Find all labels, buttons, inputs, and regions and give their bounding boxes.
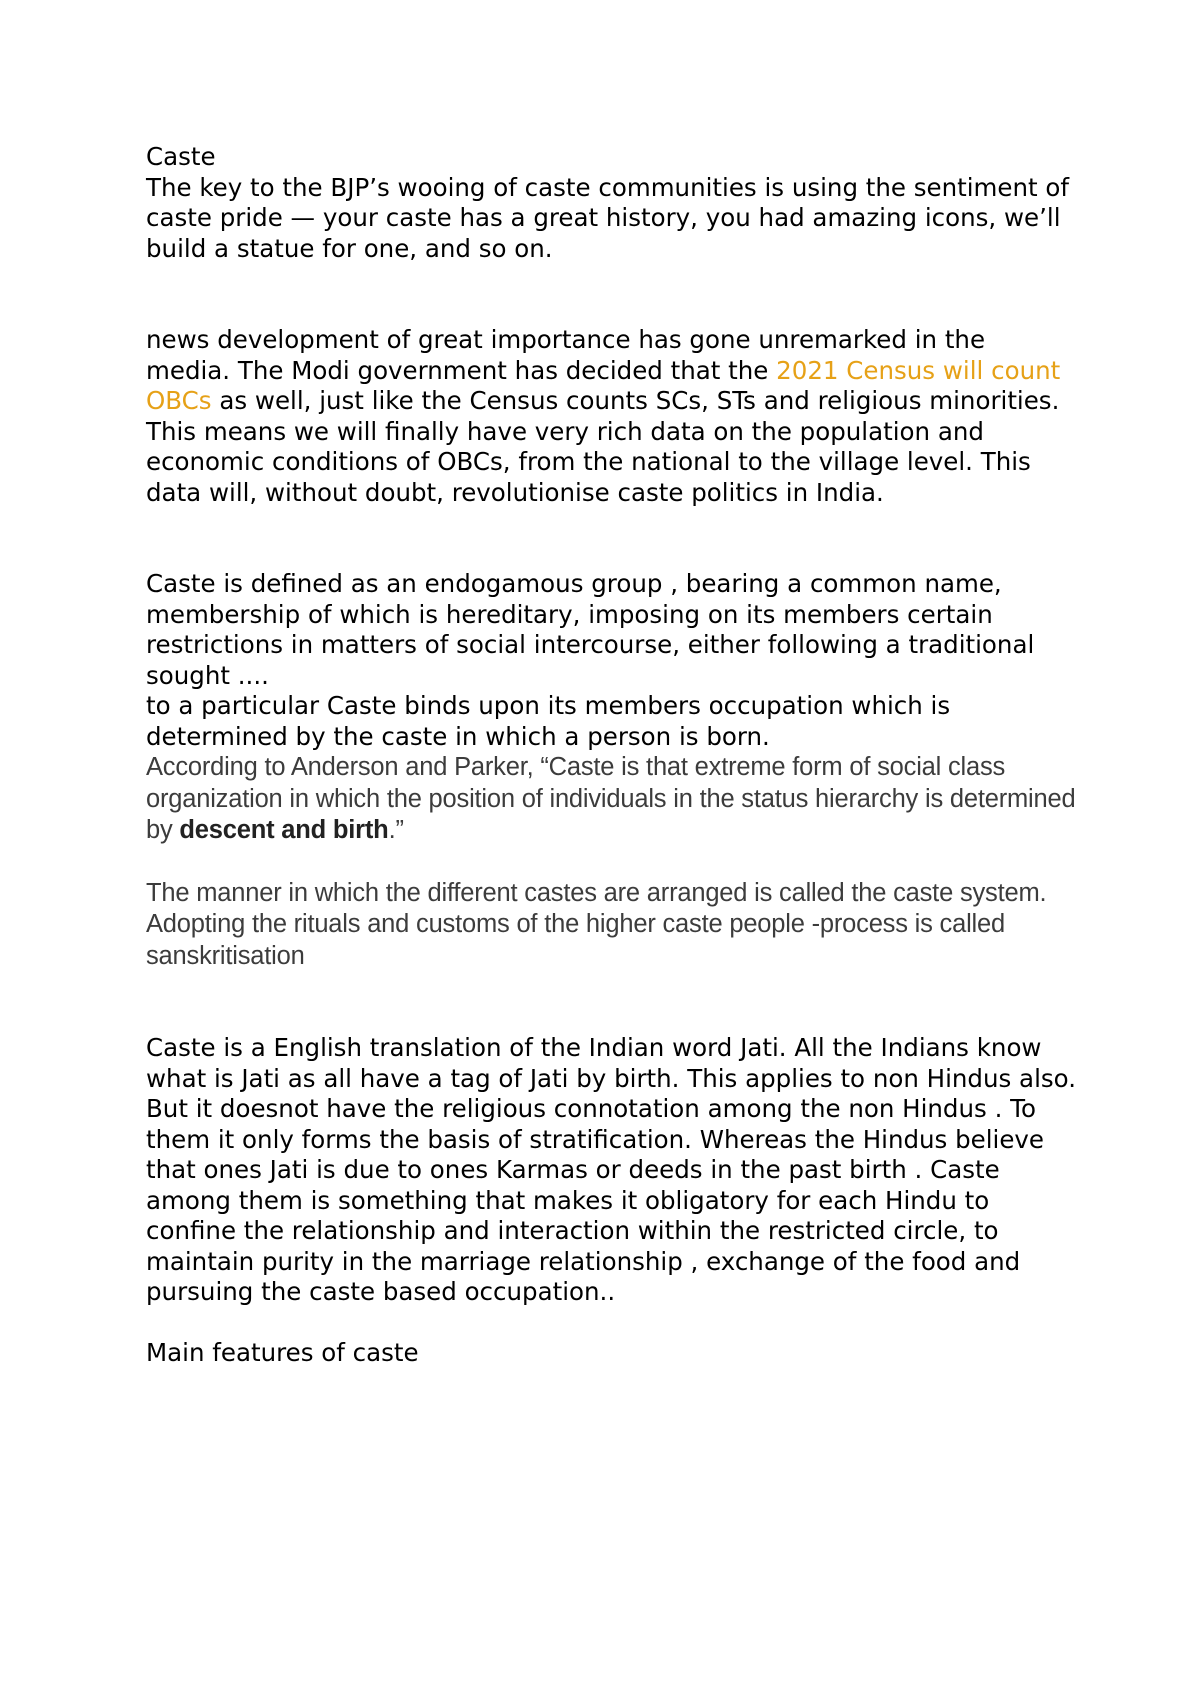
anderson-quote (146, 752, 1076, 847)
occupation-paragraph: to a particular Caste binds upon its members occupation which is determined by the caste in which a person is born. (146, 691, 951, 751)
anderson-text-before: According to Anderson and Parker, “Caste is that extreme form of social class organization in which the position of individuals in the status hierarchy is determined by (146, 753, 1076, 844)
census-link[interactable]: 2021 Census will count OBCs (146, 355, 1061, 415)
caste-system-paragraph: The manner in which the different castes are arranged is called the caste system. (146, 878, 1047, 907)
news-text-after: as well, just like the Census counts SCs, STs and religious minorities. This means we will finally have very rich data on the population and economic conditions of OBCs, from the national to the village level. This data will, without doubt, revolutionise caste politics in India. (146, 386, 1060, 507)
definition-paragraph: Caste is defined as an endogamous group , bearing a common name, membership of which is hereditary, imposing on its members certain restrictions in matters of social intercourse, either following a traditional sought .... (146, 569, 1035, 690)
intro-paragraph: The key to the BJP’s wooing of caste communities is using the sentiment of caste pride — your caste has a great history, you had amazing icons, we’ll build a statue for one, and so on. (146, 172, 1070, 263)
anderson-text-after: .” (388, 816, 404, 844)
news-paragraph (146, 325, 1076, 508)
news-text-before: news development of great importance has gone unremarked in the media. The Modi government has decided that the (146, 325, 986, 385)
jati-paragraph: Caste is a English translation of the Indian word Jati. All the Indians know what is Jati as all have a tag of Jati by birth. This applies to non Hindus also. But it doesnot have the religious connotation among the non Hindus . To them it only forms the basis of stratification. Whereas the Hindus believe that ones Jati is due to ones Karmas or deeds in the past birth . Caste among them is something that makes it obligatory for each Hindu to confine the relationship and interaction within the restricted circle, to maintain purity in the marriage relationship , exchange of the food and pursuing the caste based occupation.. (146, 1033, 1076, 1306)
anderson-bold: descent and birth (179, 816, 389, 844)
doc-heading: Caste (146, 142, 216, 171)
document-page (146, 142, 1076, 1368)
features-heading: Main features of caste (146, 1337, 419, 1367)
sanskritisation-paragraph: Adopting the rituals and customs of the higher caste people -process is called sanskritisation (146, 910, 1005, 970)
